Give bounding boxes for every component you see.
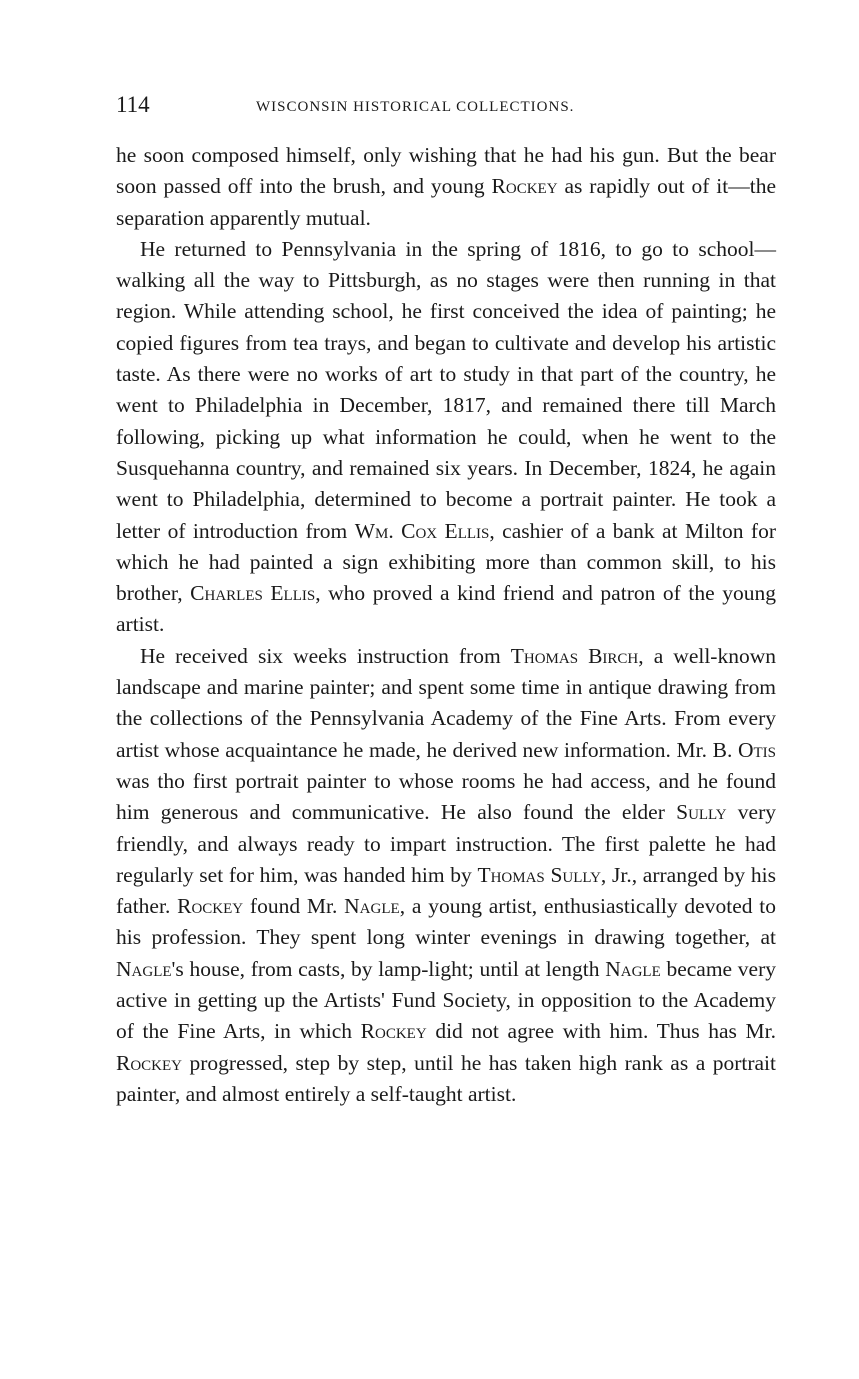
- proper-name: Rockey: [177, 894, 244, 919]
- paragraph: [116, 641, 776, 1110]
- text-run: as rapidly out of it—the separation apparently mutual.: [116, 174, 777, 230]
- proper-name: Wm. Cox Ellis: [354, 518, 490, 543]
- paragraph: [116, 140, 776, 234]
- text-run: He received six weeks instruction from: [140, 643, 511, 668]
- proper-name: Nagle: [344, 894, 400, 919]
- proper-name: Rockey: [360, 1019, 427, 1044]
- proper-name: Sully: [676, 800, 727, 825]
- running-header: [116, 88, 776, 122]
- text-run: , Jr., arranged by his father.: [116, 862, 776, 919]
- proper-name: Rockey: [116, 1050, 183, 1075]
- body-text: [116, 140, 776, 1110]
- text-run: , who proved a kind friend and patron of the young artist.: [116, 581, 776, 637]
- proper-name: Nagle: [116, 956, 172, 981]
- proper-name: B. Otis: [712, 737, 776, 762]
- text-run: , a young artist, enthusiastically devoted to his profession. They spent long winter evenings in drawing together, at: [116, 894, 777, 950]
- page-number: 114: [116, 92, 150, 117]
- proper-name: Charles Ellis: [190, 581, 316, 606]
- text-run: found Mr.: [243, 894, 345, 919]
- text-run: He returned to Pennsylvania in the spring of 1816, to go to school—walking all the way to Pittsburgh, as no stages were then running in that region. While attending school, he first conceived the idea of painting; he copied figures from tea trays, and began to cultivate and develop his artistic taste. As there were no works of art to study in that part of the country, he went to Philadelphia in December, 1817, and remained there till March following, picking up what information he could, when he went to the Susquehanna country, and remained six years. In December, 1824, he again went to Philadelphia, determined to become a portrait painter. He took a letter of introduction from: [116, 236, 776, 543]
- book-page: [116, 88, 776, 1110]
- proper-name: Nagle: [605, 956, 661, 981]
- proper-name: Thomas Sully: [477, 862, 601, 887]
- proper-name: Thomas Birch: [510, 643, 639, 668]
- running-title: WISCONSIN HISTORICAL COLLECTIONS.: [256, 99, 575, 115]
- text-run: , cashier of a bank at Milton for which he had painted a sign exhibiting more than common skill, to his brother,: [116, 518, 776, 606]
- text-run: progressed, step by step, until he has taken high rank as a portrait painter, and almost entirely a self-taught artist.: [116, 1050, 776, 1106]
- proper-name: Rockey: [491, 174, 558, 199]
- text-run: was tho first portrait painter to whose rooms he had access, and he found him generous and communicative. He also found the elder: [116, 768, 776, 825]
- text-run: , a well-known landscape and marine painter; and spent some time in antique drawing from the collections of the Pennsylvania Academy of the Fine Arts. From every artist whose acquaintance he made, he derived new information. Mr.: [116, 643, 776, 762]
- text-run: very friendly, and always ready to impart instruction. The first palette he had regularly set for him, was handed him by: [116, 800, 776, 887]
- paragraph: [116, 234, 776, 641]
- text-run: did not agree with him. Thus has Mr.: [426, 1019, 776, 1044]
- text-run: became very active in getting up the Artists' Fund Society, in opposition to the Academy of the Fine Arts, in which: [116, 956, 776, 1044]
- text-run: he soon composed himself, only wishing that he had his gun. But the bear soon passed off into the brush, and young: [116, 143, 776, 199]
- text-run: 's house, from casts, by lamp-light; until at length: [171, 956, 606, 981]
